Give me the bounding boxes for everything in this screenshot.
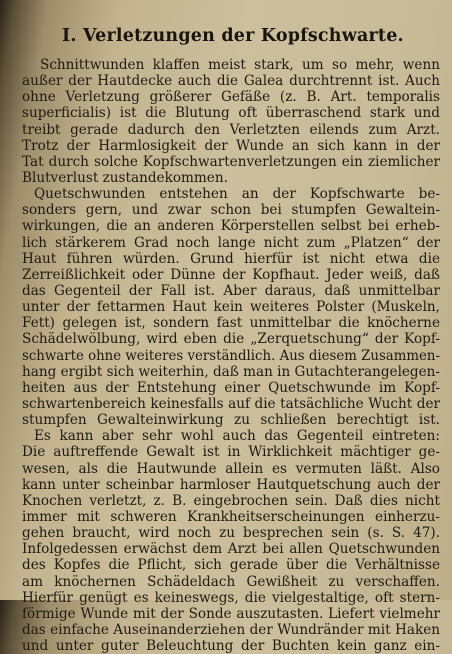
text-line: und unter guter Beleuchtung der Buchten kein ganz ein- [22,638,440,654]
text-line: treibt gerade dadurch den Verletzten eilends zum Arzt. [22,121,440,138]
text-line: lich stärkerem Grad noch lange nicht zum „Platzen“ der [22,234,440,251]
text-line: wesen, als die Hautwunde allein es vermuten läßt. Also [22,460,440,477]
text-line: förmige Wunde mit der Sonde auszutasten. Liefert vielmehr [22,605,440,622]
text-line: immer mit schweren Krankheitserscheinungen einherzu- [22,508,440,525]
text-line: sonders gern, und zwar schon bei stumpfen Gewaltein- [22,202,440,219]
text-line: heiten aus der Entstehung einer Quetschwunde im Kopf- [22,379,440,396]
text-line: am knöchernen Schädeldach Gewißheit zu verschaffen. [22,573,440,590]
text-line: Schädelwölbung, wird eben die „Zerquetschung“ der Kopf- [22,331,440,348]
text-line: Haut führen würden. Grund hierfür ist nicht etwa die [22,250,440,267]
text-line: Die auftreffende Gewalt ist in Wirklichkeit mächtiger ge- [22,444,440,461]
text-line: stumpfen Gewalteinwirkung zu schließen berechtigt ist. [22,412,440,429]
text-line: gehen braucht, wird noch zu besprechen sein (s. S. 47). [22,525,440,542]
text-line: unter der fettarmen Haut kein weiteres Polster (Muskeln, [22,299,440,316]
section-heading: I. Verletzungen der Kopfschwarte. [62,26,404,46]
text-line: Tat durch solche Kopfschwartenverletzungen ein ziemlicher [22,153,440,170]
text-line: des Kopfes die Pflicht, sich gerade über die Verhältnisse [22,557,440,574]
text-line: das Gegenteil der Fall ist. Aber daraus, daß unmittelbar [22,282,440,299]
text-line: das einfache Auseinanderziehen der Wundränder mit Haken [22,621,440,638]
text-line: ohne Verletzung größerer Gefäße (z. B. Art. temporalis [22,89,440,106]
text-line: superficialis) ist die Blutung oft überraschend stark und [22,105,440,122]
text-line: Blutverlust zustandekommen. [22,169,228,186]
text-line: schwartenbereich keinesfalls auf die tatsächliche Wucht der [22,395,440,412]
text-line: Fett) gelegen ist, sondern fast unmittelbar die knöcherne [22,315,440,332]
body-text [22,57,440,654]
text-line: wirkungen, die an anderen Körperstellen selbst bei erheb- [22,218,440,235]
text-line: schwarte ohne weiteres verständlich. Aus diesem Zusammen- [22,347,440,364]
text-line: Es kann aber sehr wohl auch das Gegenteil eintreten: [34,428,440,445]
text-line: Trotz der Harmlosigkeit der Wunde an sich kann in der [22,137,440,154]
text-line: Hierfür genügt es keineswegs, die vielgestaltige, oft stern- [22,589,440,606]
text-line: Infolgedessen erwächst dem Arzt bei allen Quetschwunden [22,541,440,558]
text-line: kann unter scheinbar harmloser Hautquetschung auch der [22,476,440,493]
text-line: Knochen verletzt, z. B. eingebrochen sein. Daß dies nicht [22,492,440,509]
text-line: Zerreißlichkeit oder Dünne der Kopfhaut. Jeder weiß, daß [22,266,440,283]
text-line: Quetschwunden entstehen an der Kopfschwarte be- [34,186,440,203]
text-line: hang ergibt sich weiterhin, daß man in Gutachterangelegen- [22,363,440,380]
text-line: außer der Hautdecke auch die Galea durchtrennt ist. Auch [22,73,440,90]
text-line: Schnittwunden klaffen meist stark, um so mehr, wenn [40,57,440,73]
